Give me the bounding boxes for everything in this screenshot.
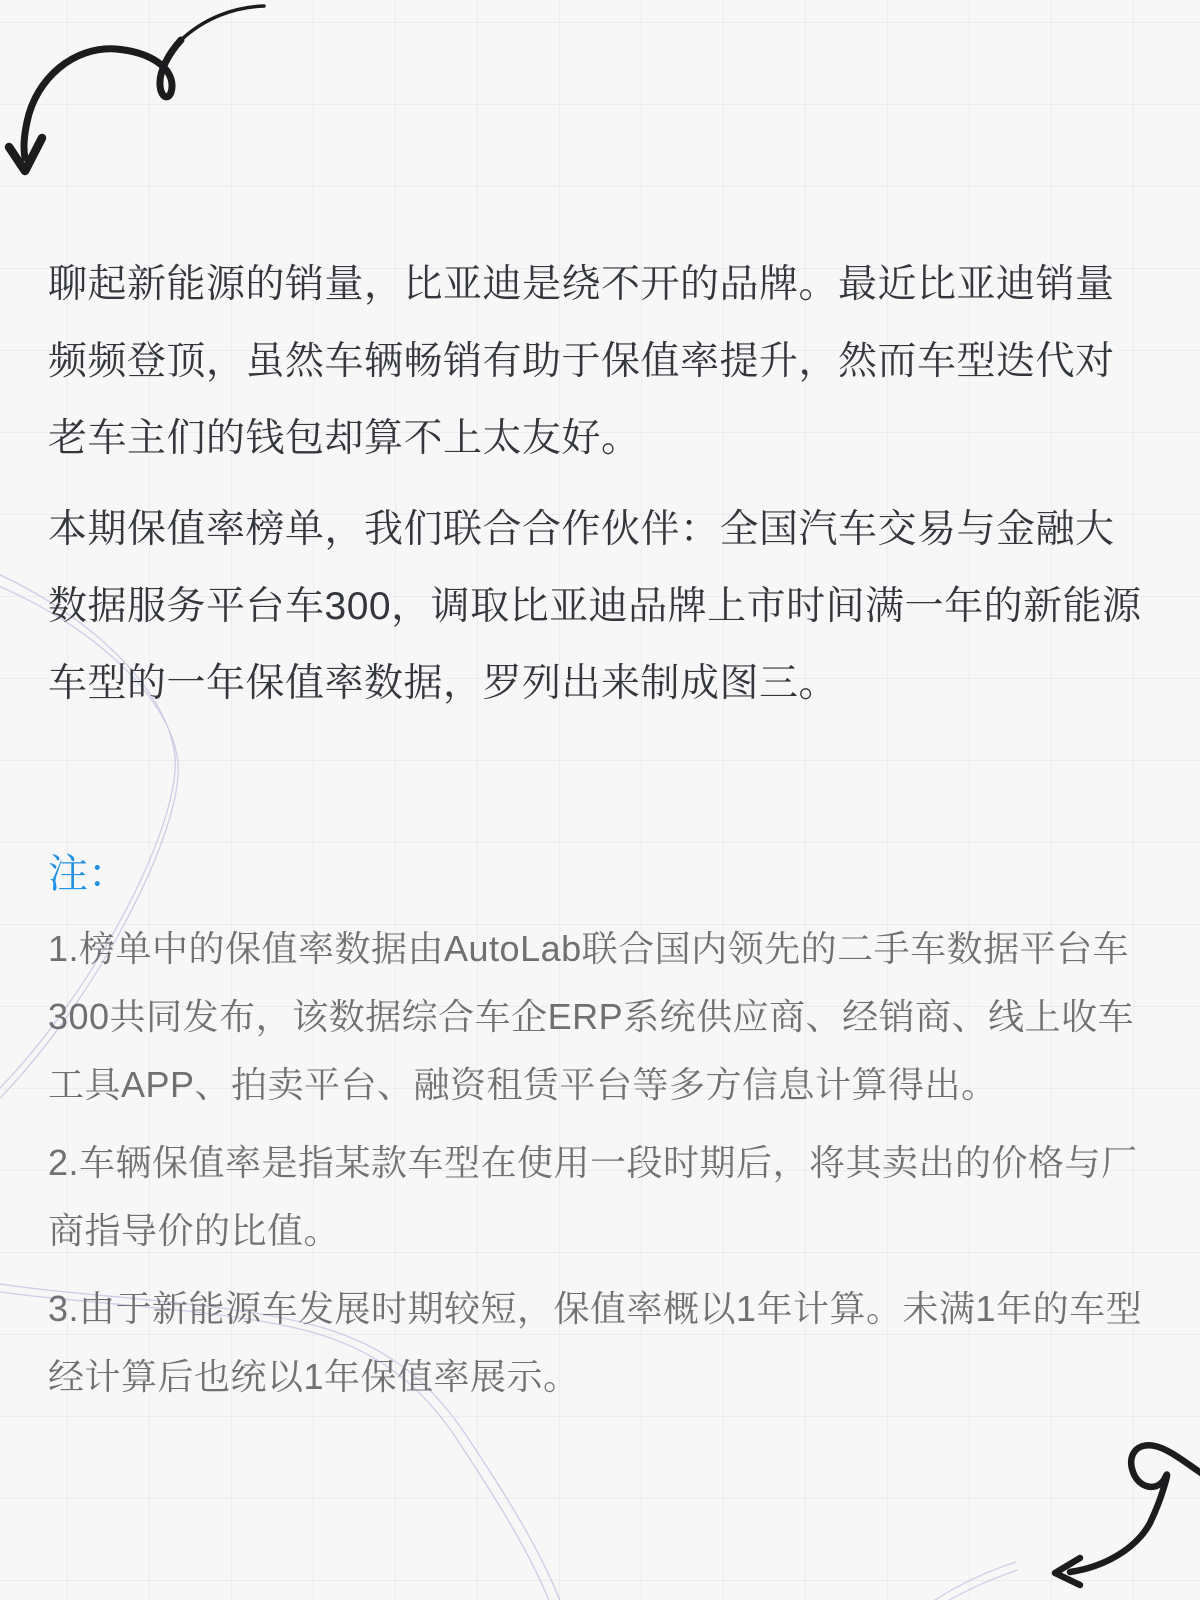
note-item-2: 2.车辆保值率是指某款车型在使用一段时期后，将其卖出的价格与厂商指导价的比值。 bbox=[48, 1142, 1138, 1251]
paragraph-1: 聊起新能源的销量，比亚迪是绕不开的品牌。最近比亚迪销量频频登顶，虽然车辆畅销有助于保值率提升，然而车型迭代对老车主们的钱包却算不上太友好。 bbox=[48, 263, 1115, 460]
top-left-arrow-icon bbox=[9, 6, 264, 171]
bottom-right-arrow-icon bbox=[1055, 1445, 1200, 1585]
note-item-1: 1.榜单中的保值率数据由AutoLab联合国内领先的二手车数据平台车300共同发布，该数据综合车企ERP系统供应商、经销商、线上收车工具APP、拍卖平台、融资租赁平台等多方信息计算得出。 bbox=[48, 928, 1135, 1105]
notes-label: 注： bbox=[48, 852, 128, 896]
article-content bbox=[0, 246, 1200, 1411]
note-item-3: 3.由于新能源车发展时期较短，保值率概以1年计算。未满1年的车型经计算后也统以1年保值率展示。 bbox=[48, 1288, 1143, 1397]
accent-curve-corner bbox=[926, 1562, 1018, 1600]
paragraph-2: 本期保值率榜单，我们联合合作伙伴：全国汽车交易与金融大数据服务平台车300，调取比亚迪品牌上市时间满一年的新能源车型的一年保值率数据，罗列出来制成图三。 bbox=[48, 508, 1142, 705]
